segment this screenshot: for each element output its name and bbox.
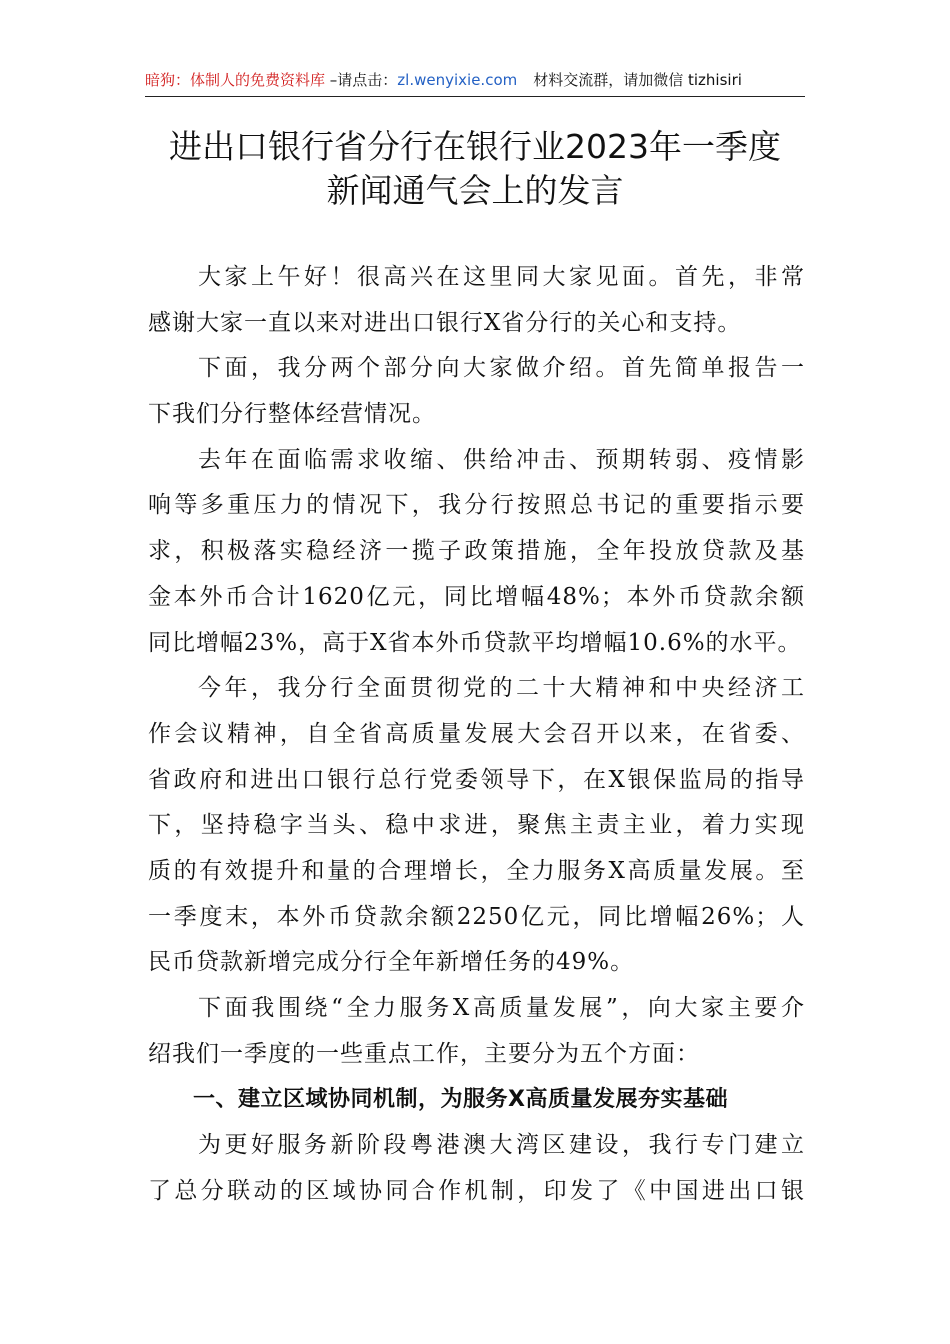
paragraph-intro xyxy=(148,346,805,437)
paragraph-section-one xyxy=(148,1123,805,1214)
paragraph-line: 求，积极落实稳经济一揽子政策措施，全年投放贷款及基 xyxy=(148,538,805,565)
paragraph-line: 省政府和进出口银行总行党委领导下，在X银保监局的指导 xyxy=(148,766,805,793)
document-title xyxy=(100,125,850,213)
paragraph-line: 金本外币合计1620亿元，同比增幅48%；本外币贷款余额 xyxy=(148,583,805,610)
header-contact: 材料交流群，请加微信 tizhisiri xyxy=(533,71,742,89)
paragraph-overview xyxy=(148,986,805,1077)
paragraph-line: 响等多重压力的情况下，我分行按照总书记的重要指示要 xyxy=(148,492,805,519)
title-line-2: 新闻通气会上的发言 xyxy=(326,171,624,210)
paragraph-line: 感谢大家一直以来对进出口银行X省分行的关心和支持。 xyxy=(148,309,742,336)
header-click-prefix: –请点击： xyxy=(325,71,398,89)
paragraph-line: 绍我们一季度的一些重点工作，主要分为五个方面： xyxy=(148,1040,700,1067)
paragraph-this-year xyxy=(148,666,805,986)
paragraph-line: 大家上午好！很高兴在这里同大家见面。首先，非常 xyxy=(198,264,805,290)
header-url-link[interactable]: zl.wenyixie.com xyxy=(397,71,518,89)
paragraph-line: 一季度末，本外币贷款余额2250亿元，同比增幅26%；人 xyxy=(148,903,805,930)
paragraph-line: 作会议精神，自全省高质量发展大会召开以来，在省委、 xyxy=(148,720,805,747)
document-body xyxy=(148,255,805,1214)
paragraph-line: 为更好服务新阶段粤港澳大湾区建设，我行专门建立 xyxy=(198,1132,805,1159)
paragraph-line: 民币贷款新增完成分行全年新增任务的49%。 xyxy=(148,949,635,976)
paragraph-line: 同比增幅23%，高于X省本外币贷款平均增幅10.6%的水平。 xyxy=(148,629,802,656)
paragraph-line: 了总分联动的区域协同合作机制，印发了《中国进出口银 xyxy=(148,1177,805,1204)
paragraph-line: 下面我围绕“全力服务X高质量发展”，向大家主要介 xyxy=(198,995,805,1021)
paragraph-line: 下，坚持稳字当头、稳中求进，聚焦主责主业，着力实现 xyxy=(148,812,805,839)
paragraph-line: 质的有效提升和量的合理增长，全力服务X高质量发展。至 xyxy=(148,857,805,884)
paragraph-line: 今年，我分行全面贯彻党的二十大精神和中央经济工 xyxy=(198,675,805,702)
paragraph-line: 去年在面临需求收缩、供给冲击、预期转弱、疫情影 xyxy=(198,446,805,473)
paragraph-last-year xyxy=(148,438,805,666)
paragraph-line: 下我们分行整体经营情况。 xyxy=(148,401,436,428)
paragraph-line: 下面，我分两个部分向大家做介绍。首先简单报告一 xyxy=(198,355,805,382)
paragraph-greeting xyxy=(148,255,805,346)
section-heading: 一、建立区域协同机制，为服务X高质量发展夯实基础 xyxy=(193,1087,728,1113)
page-header xyxy=(145,66,805,97)
title-line-1: 进出口银行省分行在银行业2023年一季度 xyxy=(169,127,781,166)
header-brand: 暗狗：体制人的免费资料库 xyxy=(145,71,326,89)
